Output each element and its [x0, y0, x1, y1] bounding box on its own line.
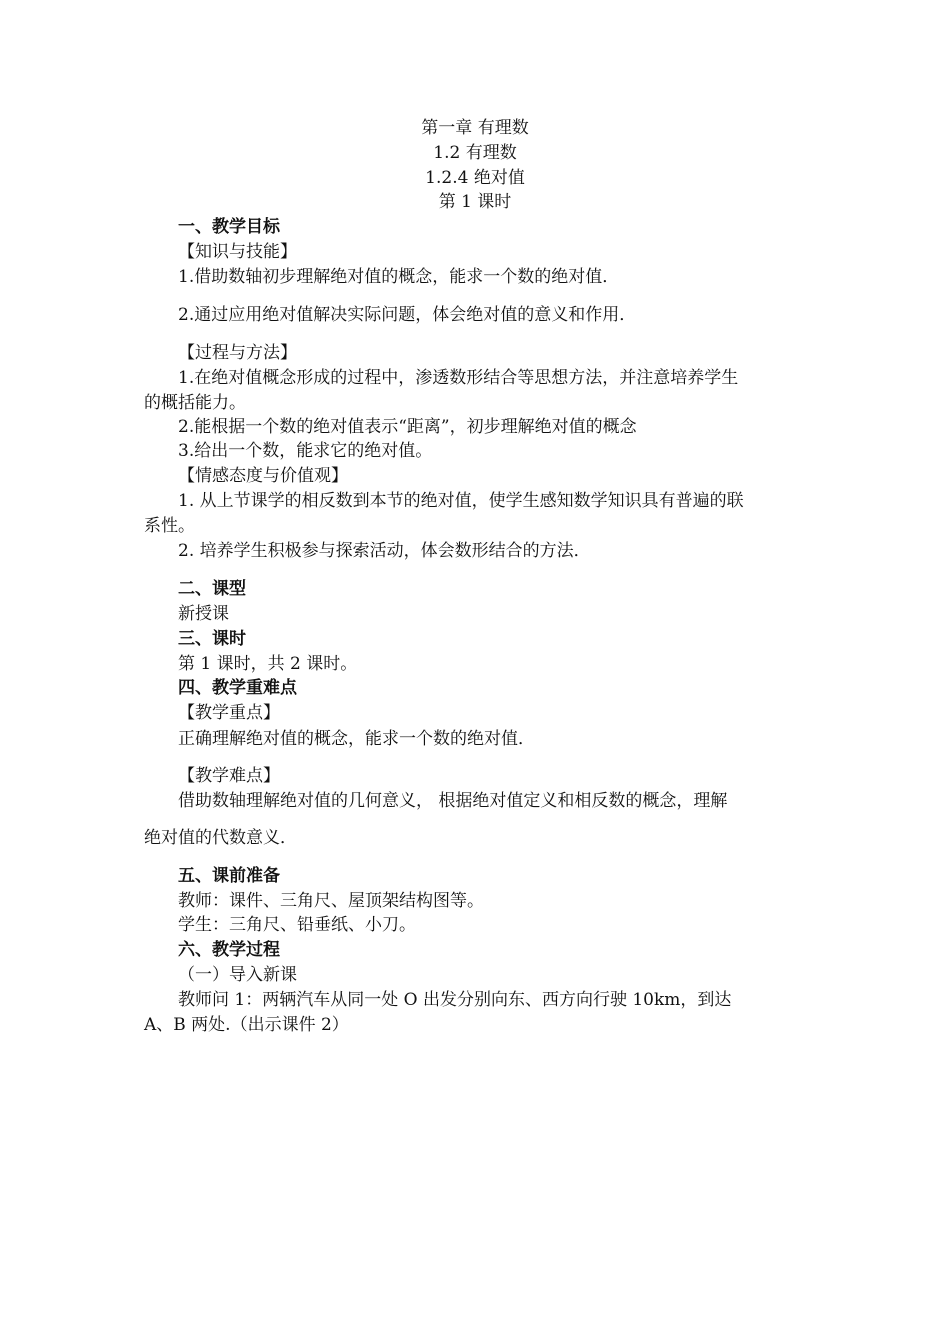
- heading-teaching-goals: 一、教学目标: [178, 217, 280, 237]
- paragraph: 2.通过应用绝对值解决实际问题，体会绝对值的意义和作用．: [178, 305, 637, 325]
- paragraph: 2. 培养学生积极参与探索活动，体会数形结合的方法．: [178, 541, 591, 561]
- paragraph: 正确理解绝对值的概念，能求一个数的绝对值．: [178, 729, 535, 749]
- subheading-emotion: 【情感态度与价值观】: [178, 466, 348, 486]
- paragraph: 学生：三角尺、铅垂纸、小刀。: [178, 915, 416, 935]
- paragraph-continuation: A、B 两处.（出示课件 2）: [144, 1015, 349, 1035]
- paragraph: 3.给出一个数，能求它的绝对值。: [178, 441, 433, 461]
- lesson-title: 第 1 课时: [438, 192, 512, 212]
- subheading-process: 【过程与方法】: [178, 343, 297, 363]
- paragraph: 1. 从上节课学的相反数到本节的绝对值，使学生感知数学知识具有普遍的联: [178, 491, 744, 511]
- paragraph-continuation: 的概括能力。: [144, 393, 246, 413]
- heading-preparation: 五、课前准备: [178, 866, 280, 886]
- paragraph: 新授课: [178, 604, 229, 624]
- paragraph: 第 1 课时，共 2 课时。: [178, 654, 358, 674]
- heading-key-difficult: 四、教学重难点: [178, 678, 297, 698]
- heading-lesson-type: 二、课型: [178, 579, 246, 599]
- subheading-difficult-point: 【教学难点】: [178, 766, 280, 786]
- subheading-intro: （一）导入新课: [178, 965, 297, 985]
- section-title: 1.2 有理数: [433, 143, 517, 163]
- heading-class-hours: 三、课时: [178, 629, 246, 649]
- paragraph: 教师：课件、三角尺、屋顶架结构图等。: [178, 891, 484, 911]
- subsection-title: 1.2.4 绝对值: [425, 168, 525, 188]
- subheading-knowledge: 【知识与技能】: [178, 242, 297, 262]
- paragraph: 借助数轴理解绝对值的几何意义， 根据绝对值定义和相反数的概念，理解: [178, 791, 728, 811]
- heading-teaching-process: 六、教学过程: [178, 940, 280, 960]
- paragraph-continuation: 系性。: [144, 516, 195, 536]
- paragraph: 教师问 1：两辆汽车从同一处 O 出发分别向东、西方向行驶 10km，到达: [178, 990, 732, 1010]
- paragraph: 1.在绝对值概念形成的过程中，渗透数形结合等思想方法，并注意培养学生: [178, 368, 739, 388]
- chapter-title: 第一章 有理数: [421, 118, 529, 138]
- paragraph: 1.借助数轴初步理解绝对值的概念，能求一个数的绝对值．: [178, 267, 620, 287]
- subheading-key-point: 【教学重点】: [178, 703, 280, 723]
- paragraph: 2.能根据一个数的绝对值表示“距离”，初步理解绝对值的概念: [178, 417, 637, 437]
- paragraph-continuation: 绝对值的代数意义．: [144, 828, 297, 848]
